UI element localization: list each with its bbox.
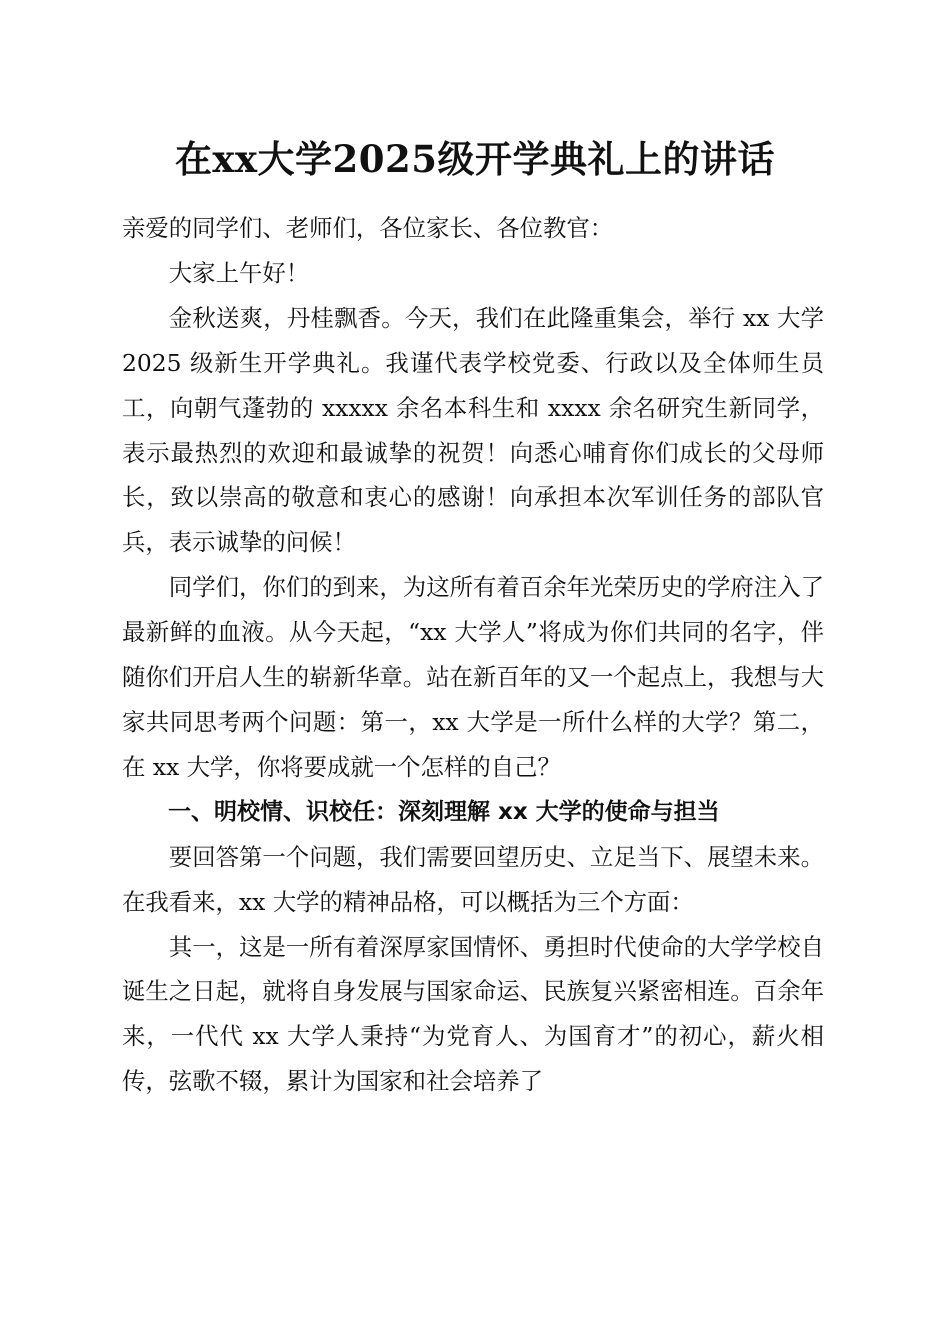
page-title: 在xx大学2025级开学典礼上的讲话 (174, 137, 776, 181)
salutation: 亲爱的同学们、老师们，各位家长、各位教官： (122, 214, 614, 242)
paragraph-welcome: 金秋送爽，丹桂飘香。今天，我们在此隆重集会，举行 xx 大学 2025 级新生开学典礼。我谨代表学校党委、行政以及全体师生员工，向朝气蓬勃的 xxxxx 余名本科生和 xxxx 余名研究生新同学，表示最热烈的欢迎和最诚挚的祝贺！向悉心哺育你们成长的父母师长，致以崇高的敬意和衷心的感谢！向承担本次军训任务的部队官兵，表示诚挚的问候！ (122, 303, 824, 557)
paragraph-history: 要回答第一个问题，我们需要回望历史、立足当下、展望未来。在我看来，xx 大学的精神品格，可以概括为三个方面： (122, 842, 824, 916)
section-heading: 一、明校情、识校任：深刻理解 xx 大学的使命与担当 (168, 798, 720, 825)
speech-body (122, 206, 824, 1104)
greeting: 大家上午好！ (168, 258, 310, 287)
paragraph-questions: 同学们，你们的到来，为这所有着百余年光荣历史的学府注入了最新鲜的血液。从今天起，“xx 大学人”将成为你们共同的名字，伴随你们开启人生的崭新华章。站在新百年的又一个起点上，我想与大家共同思考两个问题：第一，xx 大学是一所什么样的大学？第二，在 xx 大学，你将要成就一个怎样的自己？ (122, 573, 824, 781)
paragraph-mission: 其一，这是一所有着深厚家国情怀、勇担时代使命的大学学校自诞生之日起，就将自身发展与国家命运、民族复兴紧密相连。百余年来，一代代 xx 大学人秉持“为党育人、为国育才”的初心，薪火相传，弦歌不辍，累计为国家和社会培养了 (122, 932, 824, 1096)
